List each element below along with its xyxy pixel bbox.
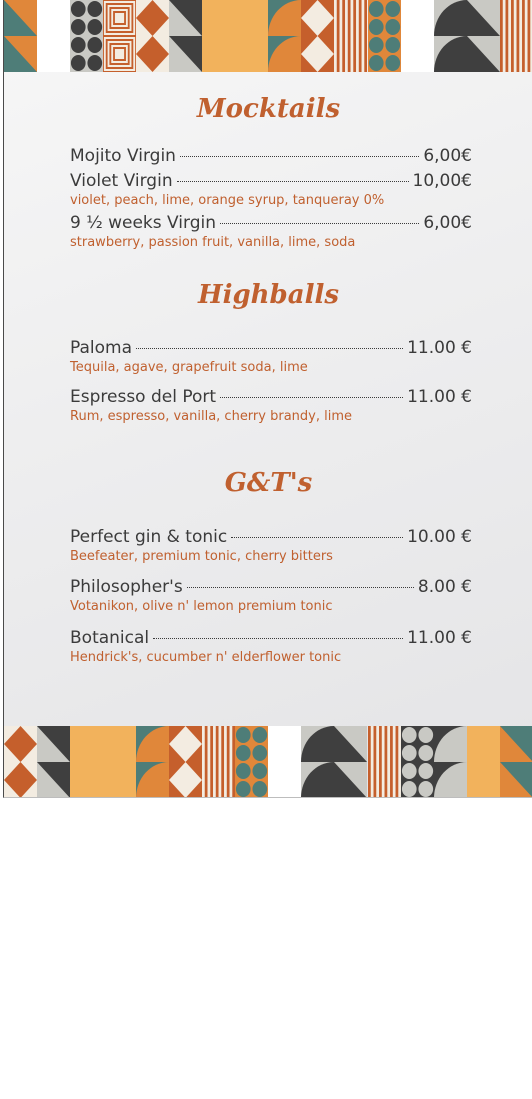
pattern-tile (169, 0, 202, 36)
pattern-tile (202, 0, 235, 36)
pattern-tile (202, 762, 235, 798)
menu-item (70, 628, 472, 665)
item-name: Espresso del Port (70, 387, 217, 407)
item-name: Mojito Virgin (70, 146, 176, 166)
pattern-tile (500, 0, 532, 36)
menu-item (70, 387, 472, 424)
menu-item (70, 171, 472, 208)
pattern-tile (235, 0, 268, 36)
pattern-tile (70, 36, 103, 72)
pattern-tile (37, 762, 70, 798)
menu-item (70, 527, 472, 564)
pattern-tile (434, 36, 467, 72)
pattern-tile (401, 0, 434, 36)
pattern-tile (136, 726, 169, 762)
item-description: violet, peach, lime, orange syrup, tanqueray 0% (70, 193, 385, 208)
pattern-tile (301, 762, 334, 798)
pattern-tile (268, 762, 301, 798)
pattern-tile (235, 726, 268, 762)
pattern-tile (268, 0, 301, 36)
pattern-tile (4, 762, 37, 798)
pattern-tile (103, 0, 136, 36)
pattern-tile (401, 726, 434, 762)
pattern-tile (401, 762, 434, 798)
pattern-tile (467, 0, 500, 36)
pattern-tile (202, 36, 235, 72)
pattern-tile (70, 762, 103, 798)
pattern-tile (268, 726, 301, 762)
pattern-tile (368, 36, 401, 72)
dotted-leader (177, 181, 409, 182)
pattern-tile (467, 36, 500, 72)
pattern-tile (401, 36, 434, 72)
item-name: 9 ½ weeks Virgin (70, 213, 216, 233)
pattern-tile (467, 726, 500, 762)
pattern-tile (4, 0, 37, 36)
menu-card (3, 0, 532, 798)
pattern-tile (169, 36, 202, 72)
pattern-tile (202, 726, 235, 762)
pattern-tile (235, 762, 268, 798)
pattern-tile (301, 36, 334, 72)
menu-item (70, 146, 472, 166)
pattern-tile (169, 726, 202, 762)
pattern-tile (500, 762, 532, 798)
pattern-tile (334, 762, 367, 798)
pattern-tile (235, 36, 268, 72)
pattern-tile (136, 0, 169, 36)
pattern-tile (37, 36, 70, 72)
section-title-highballs: Highballs (198, 280, 339, 310)
pattern-tile (136, 762, 169, 798)
pattern-tile (103, 762, 136, 798)
item-name: Botanical (70, 628, 150, 648)
item-price: 8.00 € (417, 577, 472, 597)
pattern-tile (4, 36, 37, 72)
pattern-tile (368, 762, 401, 798)
pattern-tile (268, 36, 301, 72)
item-price: 10,00€ (412, 171, 472, 191)
item-name: Paloma (70, 338, 133, 358)
item-name: Perfect gin & tonic (70, 527, 228, 547)
item-price: 6,00€ (423, 146, 472, 166)
pattern-tile (434, 726, 467, 762)
dotted-leader (220, 223, 419, 224)
pattern-tile (368, 726, 401, 762)
section-title-mocktails: Mocktails (196, 94, 341, 124)
pattern-tile (70, 0, 103, 36)
menu-item (70, 577, 472, 614)
pattern-tile (37, 0, 70, 36)
pattern-tile (500, 726, 532, 762)
pattern-tile (37, 726, 70, 762)
item-price: 11.00 € (407, 387, 472, 407)
dotted-leader (136, 348, 403, 349)
menu-item (70, 338, 472, 375)
item-description: Votanikon, olive n' lemon premium tonic (70, 599, 333, 614)
item-description: Beefeater, premium tonic, cherry bitters (70, 549, 333, 564)
dotted-leader (153, 638, 403, 639)
pattern-tile (334, 0, 367, 36)
item-price: 11.00 € (407, 338, 472, 358)
decorative-pattern-bottom (4, 726, 532, 798)
item-description: Hendrick's, cucumber n' elderflower tonic (70, 650, 342, 665)
decorative-pattern-top (4, 0, 532, 72)
item-name: Philosopher's (70, 577, 183, 597)
pattern-tile (301, 0, 334, 36)
item-description: strawberry, passion fruit, vanilla, lime, soda (70, 235, 356, 250)
pattern-tile (434, 762, 467, 798)
pattern-tile (70, 726, 103, 762)
pattern-tile (136, 36, 169, 72)
item-price: 11.00 € (407, 628, 472, 648)
pattern-tile (334, 726, 367, 762)
pattern-tile (103, 726, 136, 762)
item-price: 6,00€ (423, 213, 472, 233)
section-title-g-and-ts: G&T's (224, 468, 313, 498)
dotted-leader (187, 587, 414, 588)
item-description: Rum, espresso, vanilla, cherry brandy, lime (70, 409, 352, 424)
dotted-leader (180, 156, 419, 157)
pattern-tile (334, 36, 367, 72)
dotted-leader (231, 537, 403, 538)
pattern-tile (467, 762, 500, 798)
pattern-tile (169, 762, 202, 798)
item-description: Tequila, agave, grapefruit soda, lime (70, 360, 308, 375)
pattern-tile (4, 726, 37, 762)
pattern-tile (301, 726, 334, 762)
dotted-leader (220, 397, 403, 398)
pattern-tile (500, 36, 532, 72)
item-price: 10.00 € (407, 527, 472, 547)
item-name: Violet Virgin (70, 171, 173, 191)
menu-item (70, 213, 472, 250)
pattern-tile (434, 0, 467, 36)
pattern-tile (103, 36, 136, 72)
pattern-tile (368, 0, 401, 36)
